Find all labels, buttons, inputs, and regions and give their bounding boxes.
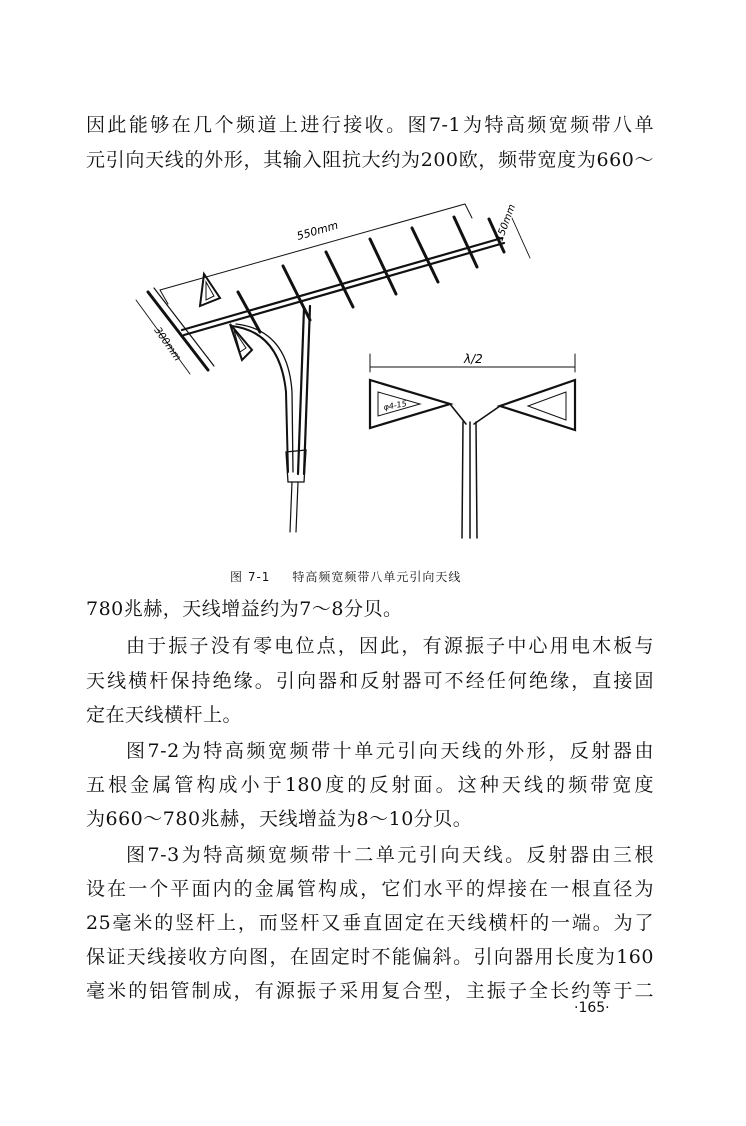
paragraph-2-line-3: 定在天线横杆上。 <box>86 704 243 726</box>
figure-caption-number: 图 7-1 <box>230 570 271 584</box>
paragraph-4-line-4: 保证天线接收方向图，在固定时不能偏斜。引向器用长度为160 <box>86 946 654 968</box>
paragraph-4-line-2: 设在一个平面内的金属管构成，它们水平的焊接在一根直径为 <box>86 878 654 900</box>
paragraph-1-line-2: 元引向天线的外形，其输入阻抗大约为200欧，频带宽度为660～ <box>86 149 654 171</box>
paragraph-1-line-3: 780兆赫，天线增益约为7～8分贝。 <box>86 598 403 620</box>
paragraph-3-line-1: 图7-2为特高频宽频带十单元引向天线的外形，反射器由 <box>126 740 654 762</box>
paragraph-2-line-2: 天线横杆保持绝缘。引向器和反射器可不经任何绝缘，直接固 <box>86 670 654 692</box>
dimension-length-label: 550mm <box>295 218 340 243</box>
dimension-director-label: 150mm <box>494 203 519 244</box>
board-label: φ4-15 <box>382 399 408 412</box>
paragraph-4-line-1: 图7-3为特高频宽频带十二单元引向天线。反射器由三根 <box>126 844 654 866</box>
antenna-figure <box>120 182 640 566</box>
figure-caption-text: 特高频宽频带八单元引向天线 <box>292 570 462 584</box>
paragraph-4-line-3: 25毫米的竖杆上，而竖杆又垂直固定在天线横杆的一端。为了 <box>86 912 654 934</box>
dimension-reflector-label: 300mm <box>151 325 183 364</box>
paragraph-1-line-1: 因此能够在几个频道上进行接收。图7-1为特高频宽频带八单 <box>86 114 654 136</box>
paragraph-3-line-3: 为660～780兆赫，天线增益为8～10分贝。 <box>86 808 473 830</box>
figure-caption <box>230 568 461 585</box>
half-wave-label: λ/2 <box>464 352 483 366</box>
page-number: ·165· <box>574 1000 610 1016</box>
paragraph-2-line-1: 由于振子没有零电位点，因此，有源振子中心用电木板与 <box>126 635 654 657</box>
paragraph-3-line-2: 五根金属管构成小于180度的反射面。这种天线的频带宽度 <box>86 774 654 796</box>
paragraph-4-line-5: 毫米的铝管制成，有源振子采用复合型，主振子全长约等于二 <box>86 980 654 1002</box>
antenna-drawing <box>120 182 640 562</box>
